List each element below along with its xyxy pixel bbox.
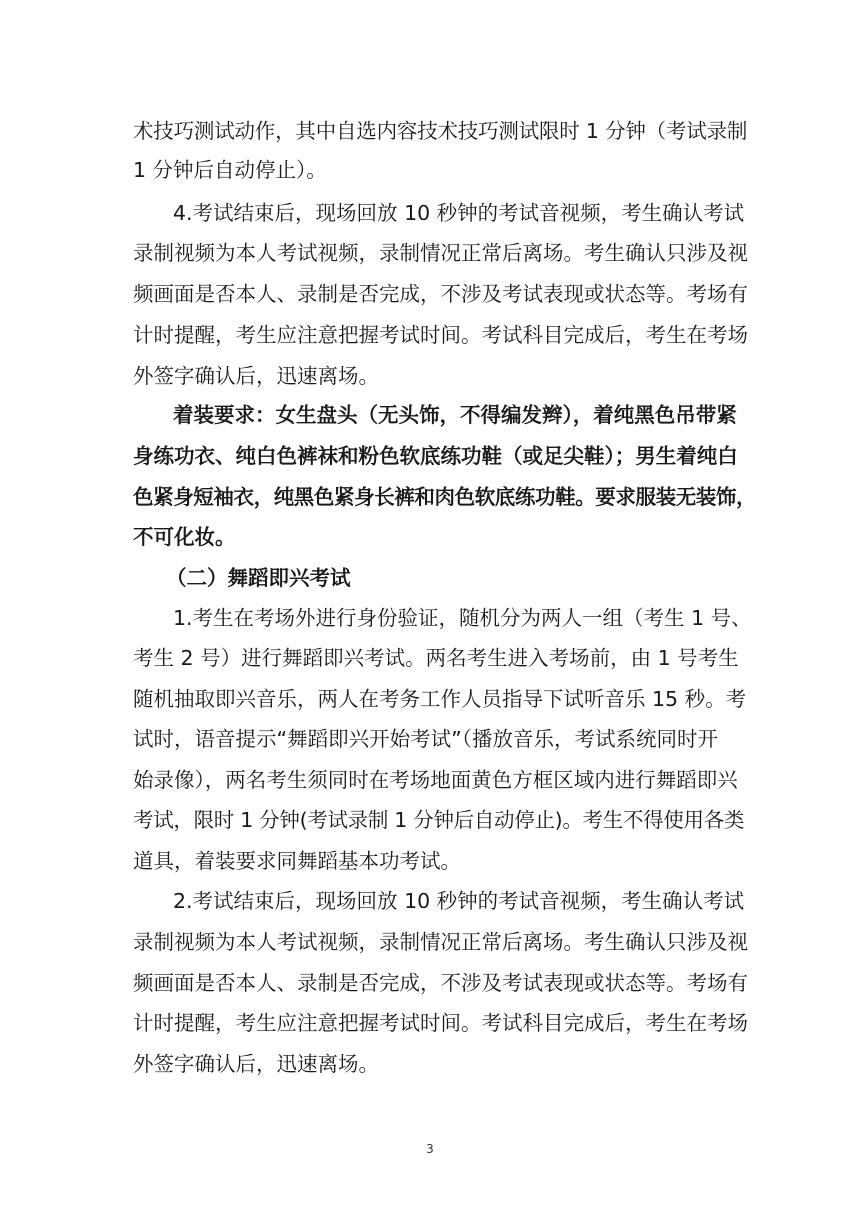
dress-code-line: 色紧身短袖衣，纯黑色紧身长裤和肉色软底练功鞋。要求服装无装饰， (133, 485, 757, 509)
dress-code-line: 不可化妆。 (133, 525, 236, 549)
body-text-line: 外签字确认后，迅速离场。 (133, 364, 379, 388)
body-text-line: 4.考试结束后，现场回放 10 秒钟的考试音视频，考生确认考试 (173, 201, 745, 225)
body-text-line: 考试，限时 1 分钟(考试录制 1 分钟后自动停止)。考生不得使用各类 (133, 808, 745, 832)
page-number: 3 (426, 1142, 434, 1156)
body-text-line: 随机抽取即兴音乐，两人在考务工作人员指导下试听音乐 15 秒。考 (133, 687, 747, 711)
body-text-line: 试时，语音提示“舞蹈即兴开始考试”（播放音乐，考试系统同时开 (133, 727, 718, 751)
dress-code-line: 着装要求：女生盘头（无头饰，不得编发辫），着纯黑色吊带紧 (173, 403, 737, 427)
body-text-line: 录制视频为本人考试视频，录制情况正常后离场。考生确认只涉及视 (133, 930, 748, 954)
body-text-line: 频画面是否本人、录制是否完成，不涉及考试表现或状态等。考场有 (133, 282, 748, 306)
body-text-line: 道具，着装要求同舞蹈基本功考试。 (133, 849, 461, 873)
body-text-line: 1 分钟后自动停止）。 (133, 158, 327, 182)
body-text-line: 外签字确认后，迅速离场。 (133, 1052, 379, 1076)
body-text-line: 录制视频为本人考试视频，录制情况正常后离场。考生确认只涉及视 (133, 241, 748, 265)
body-text-line: 1.考生在考场外进行身份验证，随机分为两人一组（考生 1 号、 (173, 606, 752, 630)
body-text-line: 频画面是否本人、录制是否完成，不涉及考试表现或状态等。考场有 (133, 971, 748, 995)
dress-code-line: 身练功衣、纯白色裤袜和粉色软底练功鞋（或足尖鞋）；男生着纯白 (133, 444, 738, 468)
body-text-line: 术技巧测试动作，其中自选内容技术技巧测试限时 1 分钟（考试录制 (133, 119, 748, 143)
body-text-line: 始录像），两名考生须同时在考场地面黄色方框区域内进行舞蹈即兴 (133, 768, 738, 792)
body-text-line: 计时提醒，考生应注意把握考试时间。考试科目完成后，考生在考场 (133, 323, 748, 347)
body-text-line: 计时提醒，考生应注意把握考试时间。考试科目完成后，考生在考场 (133, 1011, 748, 1035)
body-text-line: 考生 2 号）进行舞蹈即兴考试。两名考生进入考场前，由 1 号考生 (133, 646, 739, 670)
section-heading: （二）舞蹈即兴考试 (166, 566, 351, 590)
body-text-line: 2.考试结束后，现场回放 10 秒钟的考试音视频，考生确认考试 (173, 889, 745, 913)
